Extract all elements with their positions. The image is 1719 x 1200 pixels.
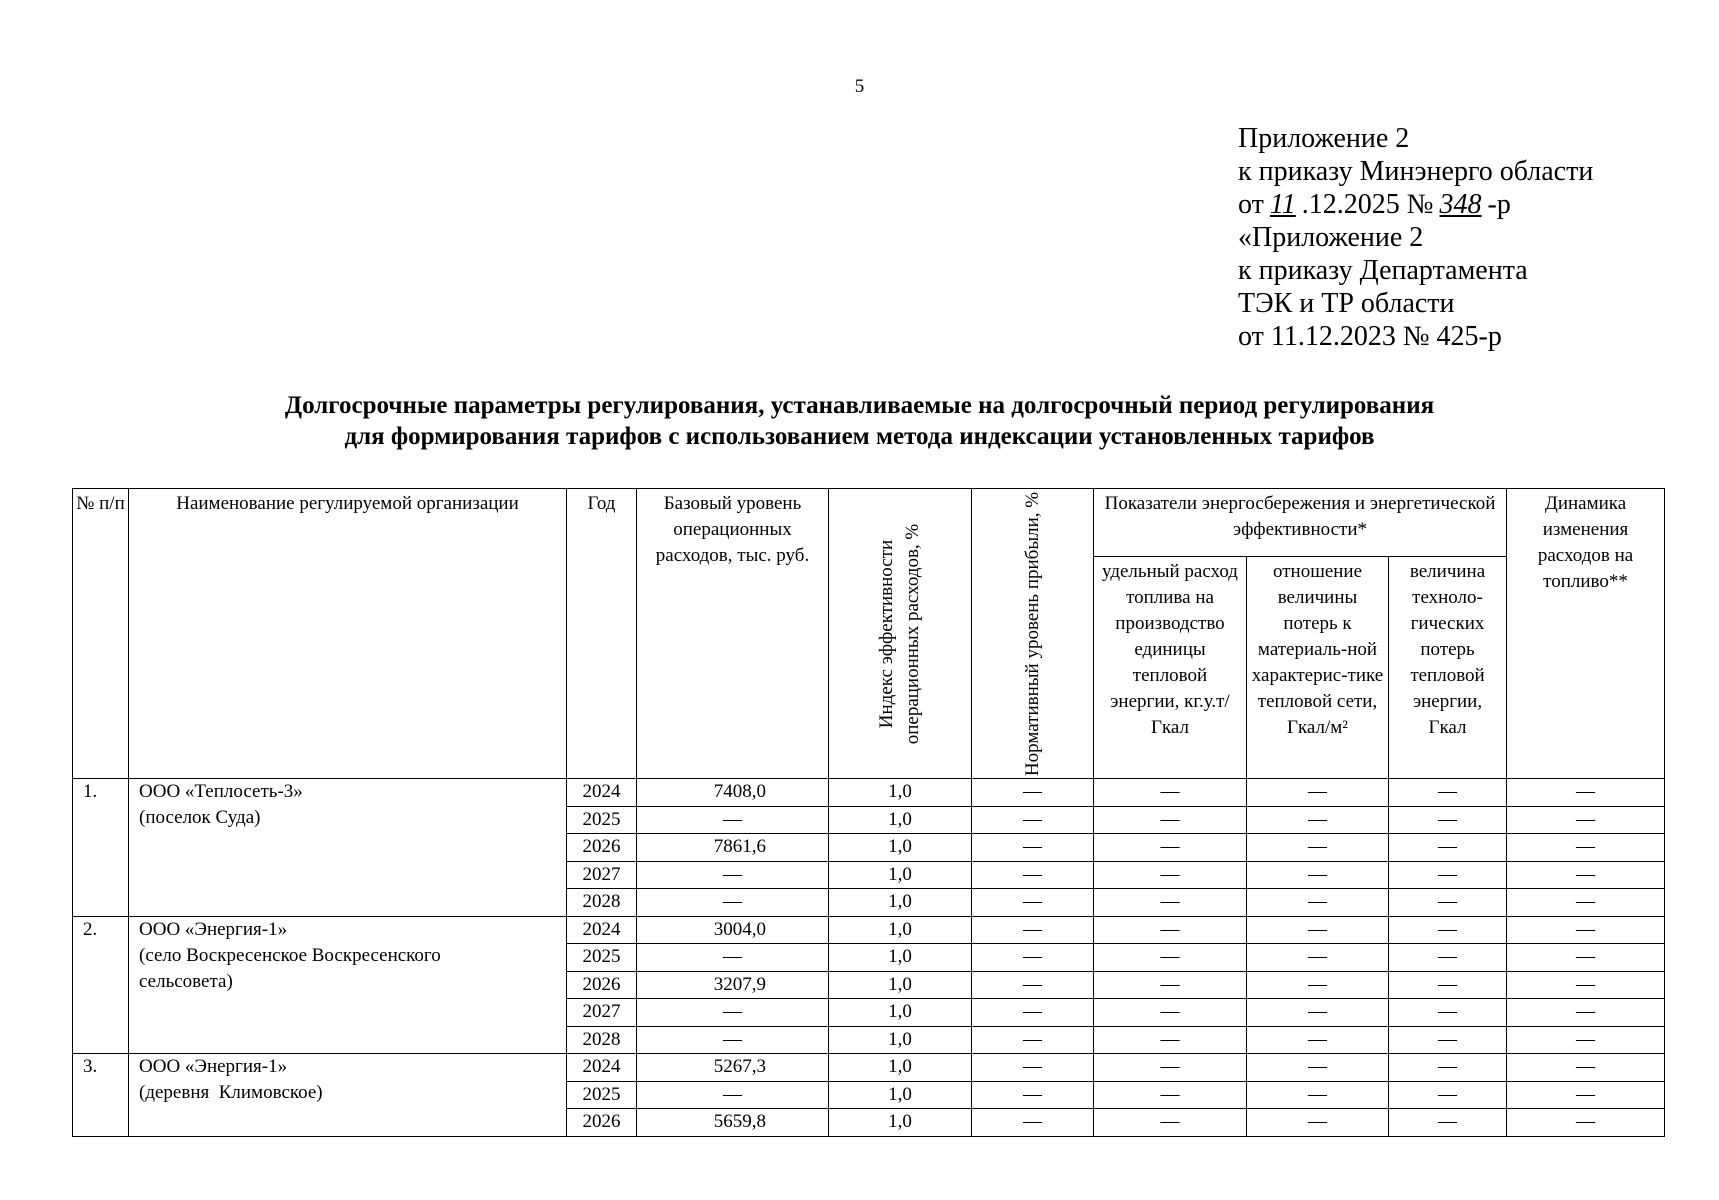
loss-ratio-cell: — (1247, 916, 1389, 944)
appendix-line: к приказу Департамента (1238, 255, 1528, 286)
index-cell: 1,0 (829, 834, 972, 862)
header-fuel-rate: удельный расход топлива на производство единицы тепловой энергии, кг.у.т/Гкал (1094, 556, 1247, 778)
base-cell: — (637, 1081, 829, 1109)
table-row (73, 916, 1665, 944)
index-cell: 1,0 (829, 944, 972, 972)
profit-cell: — (972, 999, 1094, 1027)
loss-ratio-cell: — (1247, 1109, 1389, 1137)
tech-loss-cell: — (1389, 889, 1507, 917)
fuel-dynamics-cell: — (1507, 1054, 1665, 1082)
table-row (73, 779, 1665, 807)
index-cell: 1,0 (829, 1109, 972, 1137)
header-profit-text: Нормативный уровень прибыли, % (1021, 491, 1043, 776)
loss-ratio-cell: — (1247, 944, 1389, 972)
base-cell: 5659,8 (637, 1109, 829, 1137)
fuel-rate-cell: — (1094, 834, 1247, 862)
tech-loss-cell: — (1389, 834, 1507, 862)
base-cell: 3004,0 (637, 916, 829, 944)
profit-cell: — (972, 861, 1094, 889)
year-cell: 2025 (567, 806, 637, 834)
tech-loss-cell: — (1389, 999, 1507, 1027)
tech-loss-cell: — (1389, 1054, 1507, 1082)
year-cell: 2026 (567, 1109, 637, 1137)
fuel-dynamics-cell: — (1507, 1081, 1665, 1109)
base-cell: — (637, 861, 829, 889)
header-tech-loss: величина техноло-гических потерь тепловой энергии, Гкал (1389, 556, 1507, 778)
header-num: № п/п (73, 489, 129, 779)
loss-ratio-cell: — (1247, 834, 1389, 862)
base-cell: 7861,6 (637, 834, 829, 862)
fuel-dynamics-cell: — (1507, 861, 1665, 889)
fuel-rate-cell: — (1094, 1109, 1247, 1137)
parameters-table (72, 488, 1665, 1137)
header-loss-ratio: отношение величины потерь к материаль-ной характерис-тике тепловой сети, Гкал/м² (1247, 556, 1389, 778)
loss-ratio-cell: — (1247, 806, 1389, 834)
tech-loss-cell: — (1389, 861, 1507, 889)
base-cell: — (637, 1026, 829, 1054)
tech-loss-cell: — (1389, 1081, 1507, 1109)
profit-cell: — (972, 944, 1094, 972)
fuel-rate-cell: — (1094, 944, 1247, 972)
tech-loss-cell: — (1389, 1109, 1507, 1137)
fuel-dynamics-cell: — (1507, 779, 1665, 807)
fuel-rate-cell: — (1094, 889, 1247, 917)
index-cell: 1,0 (829, 916, 972, 944)
tech-loss-cell: — (1389, 971, 1507, 999)
row-number: 2. (73, 916, 129, 1054)
year-cell: 2025 (567, 944, 637, 972)
profit-cell: — (972, 1054, 1094, 1082)
fuel-rate-cell: — (1094, 999, 1247, 1027)
organization-name (129, 779, 567, 917)
appendix-line: от 11.12.2023 № 425-р (1238, 321, 1502, 352)
loss-ratio-cell: — (1247, 999, 1389, 1027)
loss-ratio-cell: — (1247, 779, 1389, 807)
fuel-dynamics-cell: — (1507, 889, 1665, 917)
base-cell: 3207,9 (637, 971, 829, 999)
profit-cell: — (972, 889, 1094, 917)
index-cell: 1,0 (829, 971, 972, 999)
organization-name (129, 1054, 567, 1137)
tech-loss-cell: — (1389, 1026, 1507, 1054)
appendix-line: Приложение 2 (1238, 123, 1410, 154)
profit-cell: — (972, 806, 1094, 834)
table-row (73, 1054, 1665, 1082)
index-cell: 1,0 (829, 861, 972, 889)
fuel-dynamics-cell: — (1507, 1109, 1665, 1137)
profit-cell: — (972, 1026, 1094, 1054)
header-base: Базовый уровень операционных расходов, тыс. руб. (637, 489, 829, 779)
profit-cell: — (972, 1081, 1094, 1109)
org-line: ООО «Теплосеть-3» (139, 781, 303, 802)
profit-cell: — (972, 779, 1094, 807)
title-line: Долгосрочные параметры регулирования, устанавливаемые на долгосрочный период регулирования (284, 392, 1435, 419)
profit-cell: — (972, 834, 1094, 862)
fuel-rate-cell: — (1094, 1026, 1247, 1054)
year-cell: 2027 (567, 999, 637, 1027)
loss-ratio-cell: — (1247, 1026, 1389, 1054)
loss-ratio-cell: — (1247, 1054, 1389, 1082)
org-line: (поселок Суда) (139, 807, 261, 828)
year-cell: 2025 (567, 1081, 637, 1109)
org-line: сельсовета) (139, 970, 233, 992)
profit-cell: — (972, 971, 1094, 999)
org-line: ООО «Энергия-1» (139, 1056, 288, 1077)
org-line: (деревня Климовское) (139, 1082, 323, 1103)
fuel-rate-cell: — (1094, 779, 1247, 807)
header-index (829, 489, 972, 779)
index-cell: 1,0 (829, 806, 972, 834)
fuel-rate-cell: — (1094, 1054, 1247, 1082)
year-cell: 2027 (567, 861, 637, 889)
appendix-line: «Приложение 2 (1238, 222, 1424, 253)
base-cell: 5267,3 (637, 1054, 829, 1082)
base-cell: 7408,0 (637, 779, 829, 807)
appendix-order-line (1238, 188, 1708, 221)
profit-cell: — (972, 1109, 1094, 1137)
loss-ratio-cell: — (1247, 1081, 1389, 1109)
fuel-dynamics-cell: — (1507, 1026, 1665, 1054)
fuel-dynamics-cell: — (1507, 971, 1665, 999)
header-energy-group: Показатели энергосбережения и энергетической эффективности* (1094, 489, 1507, 557)
org-line: (село Воскресенское Воскресенского (139, 944, 441, 966)
row-number: 3. (73, 1054, 129, 1137)
year-cell: 2028 (567, 889, 637, 917)
row-number: 1. (73, 779, 129, 917)
fuel-dynamics-cell: — (1507, 806, 1665, 834)
index-cell: 1,0 (829, 999, 972, 1027)
appendix-line: к приказу Минэнерго области (1238, 156, 1594, 187)
appendix-block (1238, 122, 1708, 353)
fuel-dynamics-cell: — (1507, 944, 1665, 972)
order-suffix: -р (1487, 189, 1511, 220)
index-cell: 1,0 (829, 1054, 972, 1082)
header-fuel-dynamics: Динамика изменения расходов на топливо** (1507, 489, 1665, 779)
tech-loss-cell: — (1389, 806, 1507, 834)
base-cell: — (637, 889, 829, 917)
base-cell: — (637, 999, 829, 1027)
index-cell: 1,0 (829, 1081, 972, 1109)
title-line: для формирования тарифов с использованием метода индексации установленных тарифов (344, 423, 1375, 450)
tech-loss-cell: — (1389, 944, 1507, 972)
fuel-dynamics-cell: — (1507, 834, 1665, 862)
index-cell: 1,0 (829, 779, 972, 807)
page-number: 5 (854, 76, 865, 97)
fuel-rate-cell: — (1094, 916, 1247, 944)
order-date-prefix: от (1238, 189, 1264, 220)
fuel-rate-cell: — (1094, 971, 1247, 999)
fuel-rate-cell: — (1094, 806, 1247, 834)
loss-ratio-cell: — (1247, 971, 1389, 999)
fuel-dynamics-cell: — (1507, 999, 1665, 1027)
header-year: Год (567, 489, 637, 779)
year-cell: 2024 (567, 1054, 637, 1082)
base-cell: — (637, 944, 829, 972)
org-line: ООО «Энергия-1» (139, 918, 288, 940)
document-title (0, 390, 1719, 452)
base-cell: — (637, 806, 829, 834)
header-index-text: Индекс эффективности операционных расходов, % (876, 523, 923, 744)
handwritten-number: 348 (1439, 189, 1482, 220)
header-name: Наименование регулируемой организации (129, 489, 567, 779)
profit-cell: — (972, 916, 1094, 944)
year-cell: 2024 (567, 779, 637, 807)
index-cell: 1,0 (829, 889, 972, 917)
year-cell: 2028 (567, 1026, 637, 1054)
loss-ratio-cell: — (1247, 889, 1389, 917)
year-cell: 2026 (567, 971, 637, 999)
header-profit (972, 489, 1094, 779)
fuel-rate-cell: — (1094, 861, 1247, 889)
appendix-line: ТЭК и ТР области (1238, 288, 1455, 319)
index-cell: 1,0 (829, 1026, 972, 1054)
fuel-rate-cell: — (1094, 1081, 1247, 1109)
fuel-dynamics-cell: — (1507, 916, 1665, 944)
year-cell: 2024 (567, 916, 637, 944)
loss-ratio-cell: — (1247, 861, 1389, 889)
handwritten-day: 11 (1269, 189, 1296, 220)
tech-loss-cell: — (1389, 916, 1507, 944)
organization-name (129, 916, 567, 1054)
tech-loss-cell: — (1389, 779, 1507, 807)
year-cell: 2026 (567, 834, 637, 862)
order-date-mid: .12.2025 № (1301, 189, 1434, 220)
